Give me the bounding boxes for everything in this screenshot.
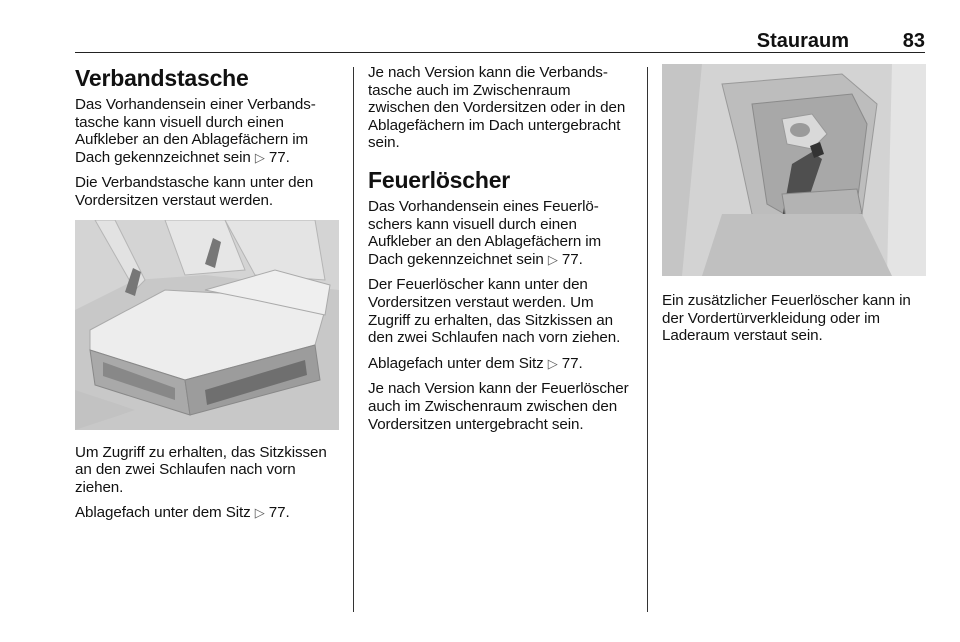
heading-fire-extinguisher: Feuerlöscher (368, 166, 511, 193)
paragraph: Der Feuerlöscher kann unter den Vordersitzen verstaut werden. Um Zugriff zu erhalten, das Sitzkissen an den zwei Schlaufen nach vorn ziehen. (368, 276, 621, 347)
heading-first-aid-kit: Verbandstasche (75, 65, 249, 91)
column-divider (353, 67, 354, 612)
section-title: Stauraum (756, 30, 849, 52)
page-ref-icon: ▷ (547, 251, 558, 267)
door-illustration-svg (662, 64, 926, 276)
page-header (75, 24, 925, 53)
door-panel-extinguisher-illustration (662, 64, 926, 276)
column-3 (662, 64, 930, 353)
paragraph: Ablagefach unter dem Sitz ▷ 77. (368, 354, 583, 372)
page-ref[interactable]: 77. (561, 354, 583, 372)
page-ref[interactable]: 77. (561, 250, 583, 268)
paragraph: Das Vorhandensein einer Verbandstasche kann visuell durch einen Aufkleber an den Ablagefächern im Dach gekennzeichnet sein ▷ 77. (75, 96, 316, 166)
page-ref-icon: ▷ (254, 505, 265, 521)
column-1 (75, 64, 343, 530)
page-ref-icon: ▷ (254, 149, 265, 165)
column-2 (368, 64, 636, 441)
column-divider (647, 67, 648, 612)
paragraph: Je nach Version kann die Verbandstasche auch im Zwischenraum zwischen den Vordersitzen oder in den Ablagefächern im Dach untergebracht sein. (368, 64, 626, 152)
paragraph: Ablagefach unter dem Sitz ▷ 77. (75, 504, 290, 522)
paragraph: Die Verbandstasche kann unter den Vordersitzen verstaut werden. (75, 174, 314, 209)
page-ref-icon: ▷ (547, 355, 558, 371)
paragraph: Ein zusätzlicher Feuerlöscher kann in der Vordertürverkleidung oder im Laderaum verstaut sein. (662, 292, 911, 345)
paragraph: Das Vorhandensein eines Feuerlöschers kann visuell durch einen Aufkleber an den Ablagefächern im Dach gekennzeichnet sein ▷ 77. (368, 197, 602, 268)
paragraph: Um Zugriff zu erhalten, das Sitzkissen an den zwei Schlaufen nach vorn ziehen. (75, 443, 327, 496)
page-ref[interactable]: 77. (268, 504, 290, 522)
paragraph: Je nach Version kann der Feuerlöscher auch im Zwischenraum zwischen den Vordersitzen untergebracht sein. (368, 380, 629, 433)
seat-illustration-svg (75, 220, 339, 430)
seat-cushion-illustration (75, 220, 339, 430)
page-ref[interactable]: 77. (268, 148, 290, 166)
page-number: 83 (902, 30, 925, 52)
